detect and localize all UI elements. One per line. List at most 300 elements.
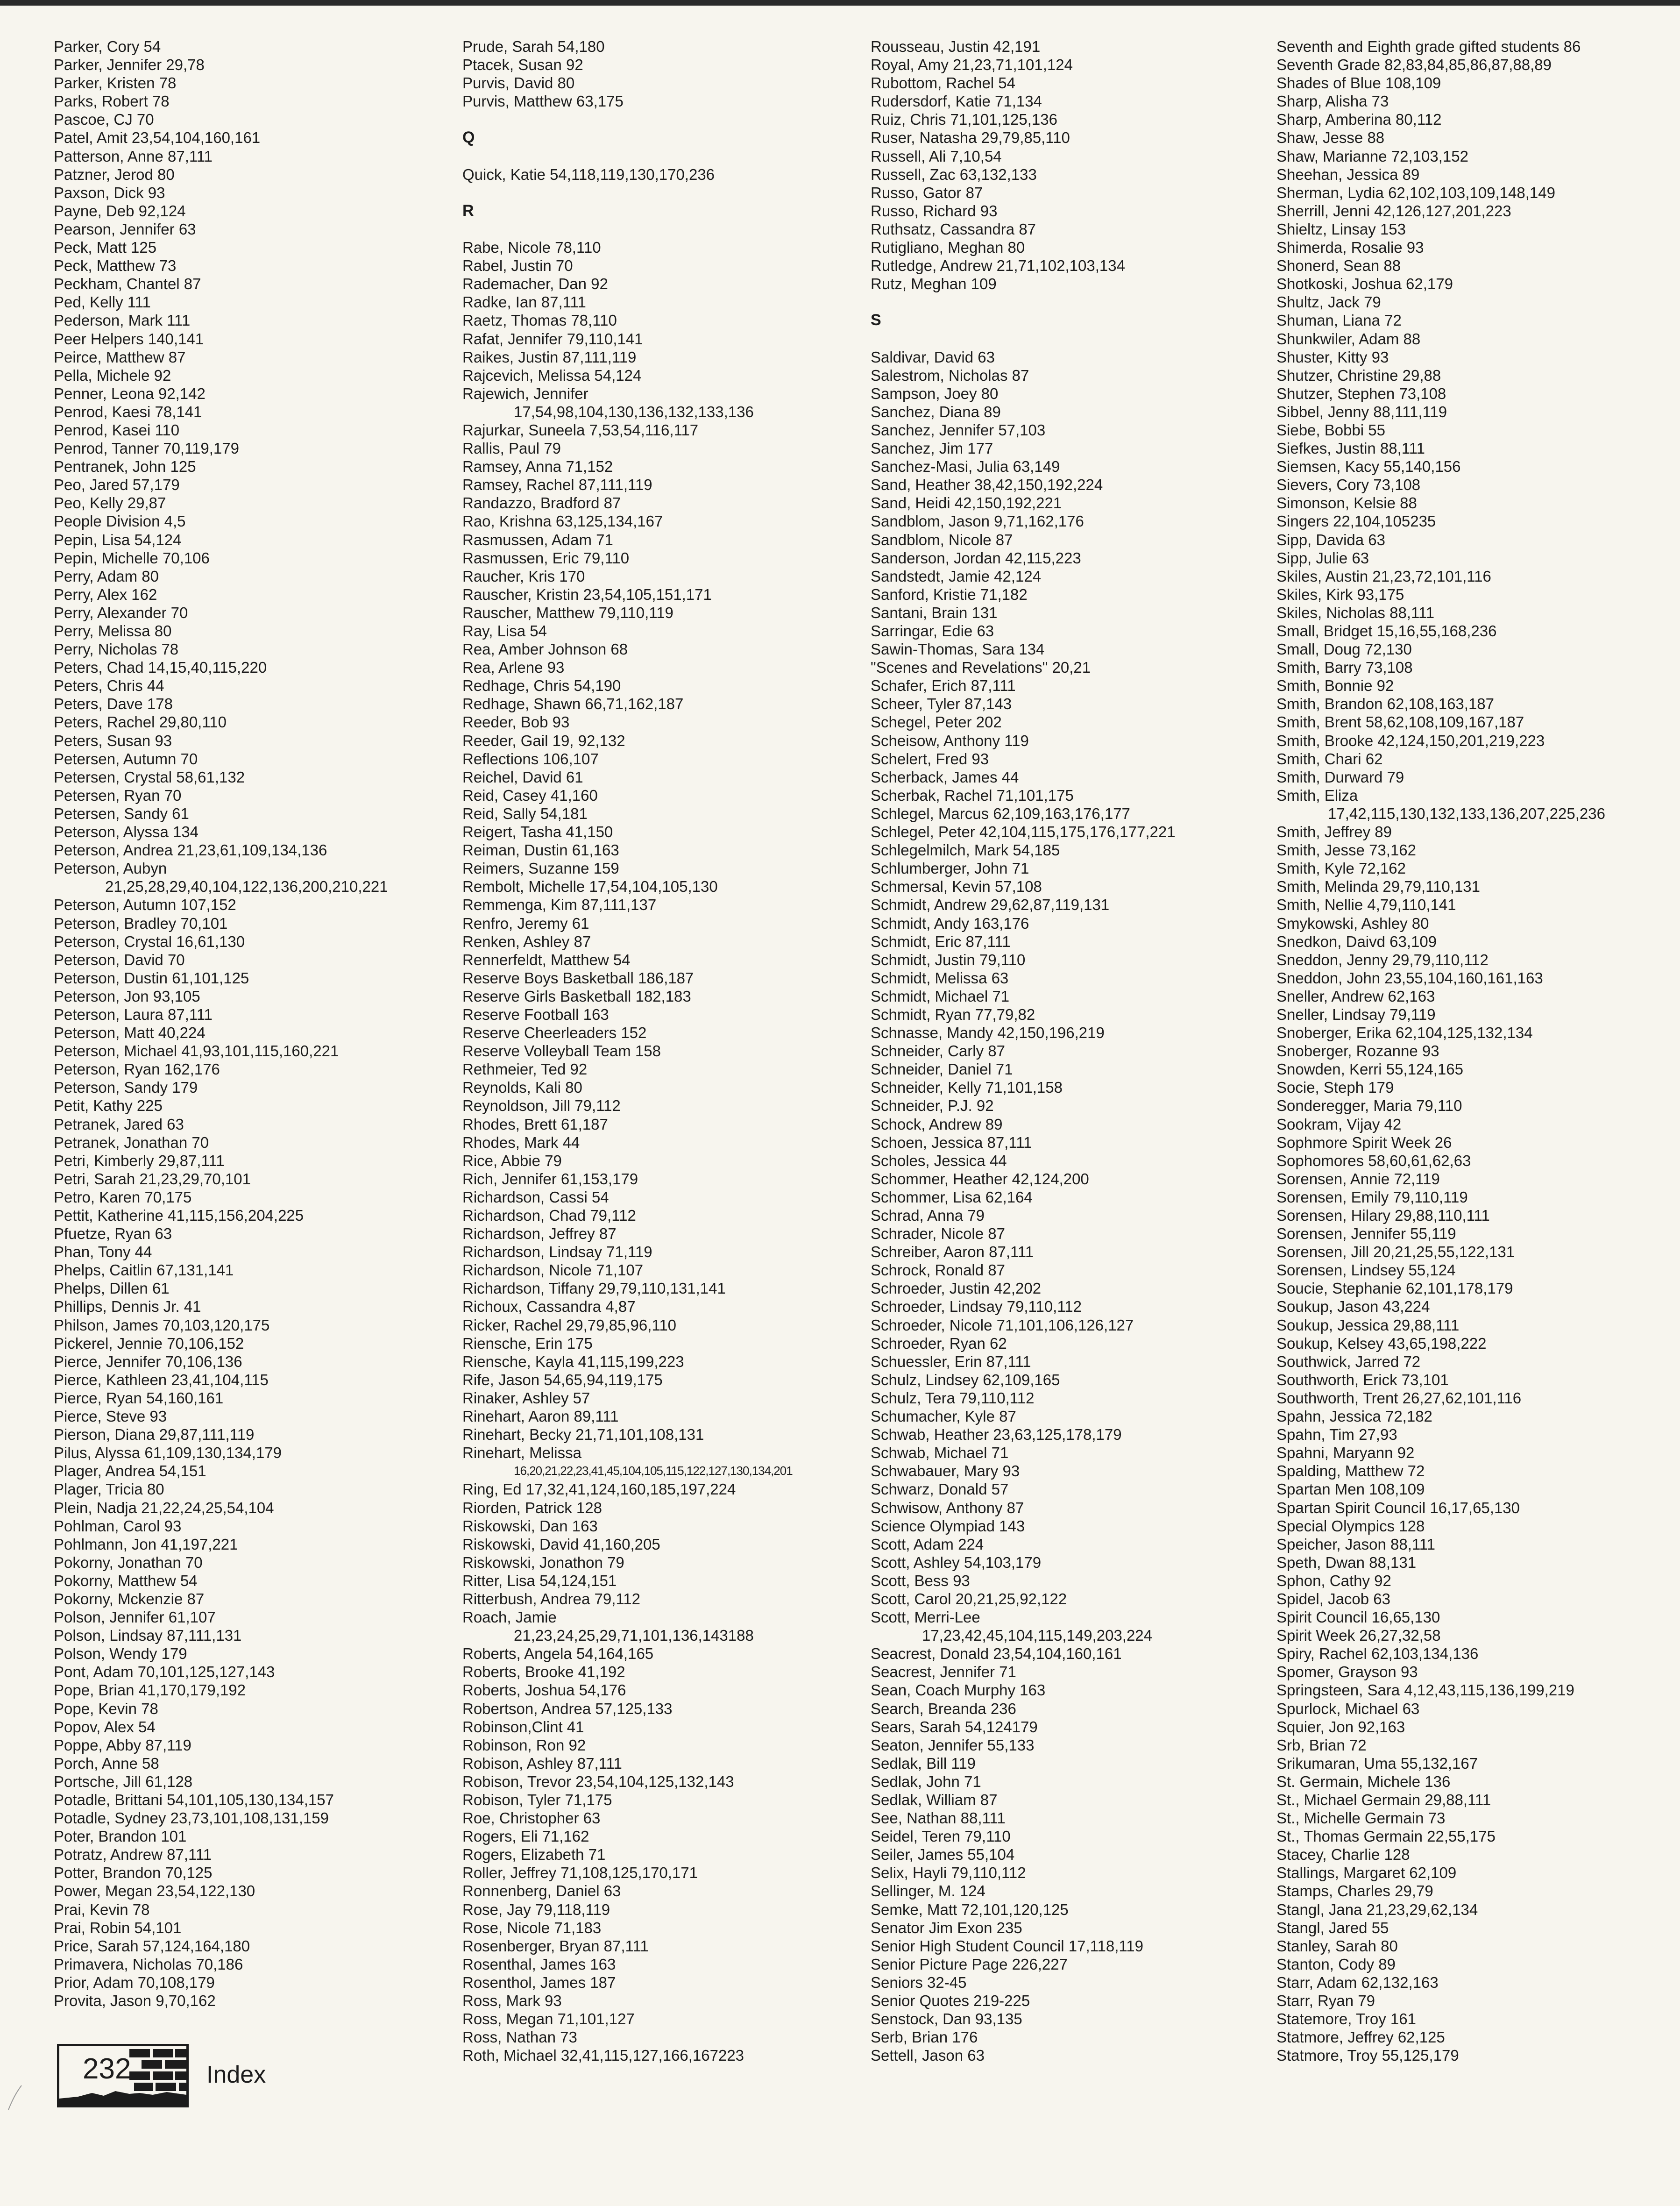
index-entry: Reserve Football 163 bbox=[462, 1005, 609, 1023]
index-entry: Schreiber, Aaron 87,111 bbox=[871, 1243, 1034, 1261]
index-entry-continuation: 21,23,24,25,29,71,101,136,143188 bbox=[514, 1627, 754, 1644]
index-entry: Randazzo, Bradford 87 bbox=[462, 494, 621, 512]
index-entry: Snoberger, Rozanne 93 bbox=[1276, 1042, 1439, 1060]
index-entry: Ramsey, Rachel 87,111,119 bbox=[462, 476, 652, 494]
index-entry: Serb, Brian 176 bbox=[871, 2028, 978, 2046]
index-entry: Primavera, Nicholas 70,186 bbox=[54, 1955, 243, 1973]
index-entry: Ring, Ed 17,32,41,124,160,185,197,224 bbox=[462, 1480, 736, 1498]
index-entry: Rutledge, Andrew 21,71,102,103,134 bbox=[871, 257, 1125, 275]
index-entry: Rauscher, Kristin 23,54,105,151,171 bbox=[462, 585, 712, 603]
index-entry: Spahni, Maryann 92 bbox=[1276, 1444, 1415, 1462]
index-entry: Ross, Mark 93 bbox=[462, 1992, 562, 2010]
index-entry: Starr, Adam 62,132,163 bbox=[1276, 1973, 1439, 1991]
index-entry: Saldivar, David 63 bbox=[871, 348, 995, 366]
index-entry: Porch, Anne 58 bbox=[54, 1754, 159, 1772]
index-entry: Schegel, Peter 202 bbox=[871, 713, 1002, 731]
index-entry: Potadle, Brittani 54,101,105,130,134,157 bbox=[54, 1791, 334, 1808]
index-entry: Perry, Adam 80 bbox=[54, 567, 159, 585]
index-entry: Remmenga, Kim 87,111,137 bbox=[462, 896, 657, 914]
index-entry: Srb, Brian 72 bbox=[1276, 1736, 1367, 1754]
index-entry: Sandblom, Jason 9,71,162,176 bbox=[871, 512, 1084, 530]
index-entry: Pokorny, Matthew 54 bbox=[54, 1572, 198, 1589]
index-entry: Schrad, Anna 79 bbox=[871, 1207, 985, 1224]
index-entry: Sedlak, Bill 119 bbox=[871, 1754, 976, 1772]
index-entry: St., Michael Germain 29,88,111 bbox=[1276, 1791, 1491, 1808]
index-entry: Redhage, Chris 54,190 bbox=[462, 677, 621, 695]
index-entry: Shimerda, Rosalie 93 bbox=[1276, 239, 1424, 256]
index-entry: Phan, Tony 44 bbox=[54, 1243, 152, 1261]
index-entry: Reynoldson, Jill 79,112 bbox=[462, 1097, 621, 1115]
index-entry: Snoberger, Erika 62,104,125,132,134 bbox=[1276, 1024, 1533, 1042]
index-entry: Reiman, Dustin 61,163 bbox=[462, 841, 619, 859]
index-entry: Poppe, Abby 87,119 bbox=[54, 1736, 191, 1754]
index-entry: Rosenthal, James 163 bbox=[462, 1955, 616, 1973]
index-entry: Reflections 106,107 bbox=[462, 750, 599, 768]
index-entry: Potadle, Sydney 23,73,101,108,131,159 bbox=[54, 1809, 329, 1827]
index-entry: Rallis, Paul 79 bbox=[462, 440, 561, 457]
index-entry: Parks, Robert 78 bbox=[54, 93, 170, 110]
index-entry-continuation: 16,20,21,22,23,41,45,104,105,115,122,127,130,134,201 bbox=[514, 1464, 793, 1478]
index-entry: Spurlock, Michael 63 bbox=[1276, 1700, 1420, 1717]
index-entry: Prai, Kevin 78 bbox=[54, 1900, 150, 1918]
index-entry: Peckham, Chantel 87 bbox=[54, 275, 201, 293]
index-entry: Seiler, James 55,104 bbox=[871, 1846, 1015, 1864]
index-entry: Peters, Susan 93 bbox=[54, 732, 172, 749]
index-entry: Phelps, Caitlin 67,131,141 bbox=[54, 1261, 234, 1279]
index-entry: Pohlman, Carol 93 bbox=[54, 1517, 182, 1535]
index-entry: Reid, Sally 54,181 bbox=[462, 804, 588, 822]
index-entry: Petersen, Sandy 61 bbox=[54, 804, 189, 822]
index-entry: Schommer, Lisa 62,164 bbox=[871, 1188, 1033, 1206]
index-entry: Power, Megan 23,54,122,130 bbox=[54, 1882, 255, 1900]
index-entry: Pohlmann, Jon 41,197,221 bbox=[54, 1535, 238, 1553]
index-entry: Salestrom, Nicholas 87 bbox=[871, 366, 1029, 384]
index-entry: Sneddon, John 23,55,104,160,161,163 bbox=[1276, 969, 1543, 987]
index-entry: Peterson, David 70 bbox=[54, 951, 185, 968]
section-label: Index bbox=[206, 2061, 266, 2088]
index-entry: Simonson, Kelsie 88 bbox=[1276, 494, 1417, 512]
index-entry: Reeder, Gail 19, 92,132 bbox=[462, 732, 625, 749]
index-entry: Sanchez-Masi, Julia 63,149 bbox=[871, 458, 1060, 476]
index-entry: Petersen, Crystal 58,61,132 bbox=[54, 768, 245, 786]
index-column-1 bbox=[54, 37, 437, 2010]
index-entry: Pierce, Jennifer 70,106,136 bbox=[54, 1352, 242, 1370]
index-entry: Seacrest, Jennifer 71 bbox=[871, 1663, 1016, 1681]
index-entry: Schlegelmilch, Mark 54,185 bbox=[871, 841, 1060, 859]
index-entry: Shunkwiler, Adam 88 bbox=[1276, 330, 1421, 348]
index-entry: Redhage, Shawn 66,71,162,187 bbox=[462, 695, 684, 713]
blank-line bbox=[462, 220, 845, 238]
index-entry: Schwarz, Donald 57 bbox=[871, 1480, 1009, 1498]
index-entry: Peterson, Matt 40,224 bbox=[54, 1024, 206, 1042]
index-entry: Scherbak, Rachel 71,101,175 bbox=[871, 786, 1074, 804]
index-entry: Schelert, Fred 93 bbox=[871, 750, 989, 768]
index-entry: St., Thomas Germain 22,55,175 bbox=[1276, 1828, 1496, 1845]
index-entry: Schuessler, Erin 87,111 bbox=[871, 1352, 1031, 1370]
index-entry: Schmersal, Kevin 57,108 bbox=[871, 878, 1042, 896]
index-entry: Seidel, Teren 79,110 bbox=[871, 1828, 1011, 1845]
index-entry: Perry, Nicholas 78 bbox=[54, 640, 179, 658]
index-entry: Pierce, Steve 93 bbox=[54, 1408, 167, 1425]
index-entry: Sneller, Lindsay 79,119 bbox=[1276, 1005, 1436, 1023]
index-entry: Peo, Jared 57,179 bbox=[54, 476, 180, 494]
index-entry: Senator Jim Exon 235 bbox=[871, 1919, 1022, 1936]
index-entry: Sorensen, Jill 20,21,25,55,122,131 bbox=[1276, 1243, 1515, 1261]
index-entry: Petersen, Autumn 70 bbox=[54, 750, 198, 768]
index-entry: Rhodes, Mark 44 bbox=[462, 1133, 580, 1151]
index-entry: Stangl, Jared 55 bbox=[1276, 1919, 1389, 1936]
index-entry: Smith, Eliza bbox=[1276, 786, 1358, 804]
index-entry: Riskowski, David 41,160,205 bbox=[462, 1535, 660, 1553]
index-entry: Roller, Jeffrey 71,108,125,170,171 bbox=[462, 1864, 698, 1882]
index-entry: Squier, Jon 92,163 bbox=[1276, 1718, 1405, 1736]
index-entry: Sears, Sarah 54,124179 bbox=[871, 1718, 1038, 1736]
index-entry: Reserve Boys Basketball 186,187 bbox=[462, 969, 694, 987]
index-column-3 bbox=[871, 37, 1254, 2064]
index-entry-continuation: 17,54,98,104,130,136,132,133,136 bbox=[514, 403, 754, 420]
index-entry: Scott, Merri-Lee bbox=[871, 1608, 980, 1626]
index-entry: Shuman, Liana 72 bbox=[1276, 312, 1402, 329]
index-entry: Polson, Jennifer 61,107 bbox=[54, 1608, 216, 1626]
index-entry: Popov, Alex 54 bbox=[54, 1718, 156, 1736]
index-entry: Smith, Chari 62 bbox=[1276, 750, 1383, 768]
index-entry: Singers 22,104,105235 bbox=[1276, 512, 1436, 530]
index-entry: Selix, Hayli 79,110,112 bbox=[871, 1864, 1026, 1882]
index-entry: Peer Helpers 140,141 bbox=[54, 330, 204, 348]
top-rule bbox=[0, 0, 1680, 6]
index-entry: Ptacek, Susan 92 bbox=[462, 56, 583, 74]
index-entry: Soukup, Jessica 29,88,111 bbox=[1276, 1316, 1460, 1334]
index-entry: Seventh and Eighth grade gifted students 86 bbox=[1276, 38, 1581, 55]
index-entry: Schneider, Daniel 71 bbox=[871, 1060, 1013, 1078]
index-entry: Smith, Nellie 4,79,110,141 bbox=[1276, 896, 1456, 914]
index-entry: Rinehart, Melissa bbox=[462, 1444, 581, 1462]
index-entry: Sedlak, John 71 bbox=[871, 1772, 981, 1790]
index-entry: Pepin, Lisa 54,124 bbox=[54, 531, 182, 548]
index-entry: Schwab, Heather 23,63,125,178,179 bbox=[871, 1426, 1122, 1444]
index-entry: Ritterbush, Andrea 79,112 bbox=[462, 1590, 640, 1608]
index-entry: Peterson, Dustin 61,101,125 bbox=[54, 969, 249, 987]
index-entry: Stanton, Cody 89 bbox=[1276, 1955, 1396, 1973]
index-entry: Siefkes, Justin 88,111 bbox=[1276, 440, 1425, 457]
index-entry: Small, Bridget 15,16,55,168,236 bbox=[1276, 622, 1497, 640]
index-entry: Rajcevich, Melissa 54,124 bbox=[462, 366, 642, 384]
index-entry: Rudersdorf, Katie 71,134 bbox=[871, 93, 1042, 110]
index-entry: Robinson,Clint 41 bbox=[462, 1718, 584, 1736]
index-entry: Phillips, Dennis Jr. 41 bbox=[54, 1298, 201, 1316]
index-entry: Ricker, Rachel 29,79,85,96,110 bbox=[462, 1316, 677, 1334]
index-entry: Sawin-Thomas, Sara 134 bbox=[871, 640, 1045, 658]
index-entry: Schmidt, Justin 79,110 bbox=[871, 951, 1026, 968]
index-entry: Sherman, Lydia 62,102,103,109,148,149 bbox=[1276, 184, 1555, 201]
index-entry: Shaw, Marianne 72,103,152 bbox=[1276, 147, 1468, 165]
index-entry: Reserve Volleyball Team 158 bbox=[462, 1042, 661, 1060]
index-entry: Plager, Tricia 80 bbox=[54, 1480, 164, 1498]
index-entry: Siemsen, Kacy 55,140,156 bbox=[1276, 458, 1461, 476]
margin-pencil-mark bbox=[6, 2084, 24, 2112]
index-entry: Schmidt, Andrew 29,62,87,119,131 bbox=[871, 896, 1110, 914]
index-entry: Pearson, Jennifer 63 bbox=[54, 220, 196, 238]
index-entry: Senior Quotes 219-225 bbox=[871, 1992, 1030, 2010]
index-entry: St. Germain, Michele 136 bbox=[1276, 1772, 1451, 1790]
index-entry: Smith, Durward 79 bbox=[1276, 768, 1404, 786]
index-entry: Shuster, Kitty 93 bbox=[1276, 348, 1389, 366]
index-entry: Stallings, Margaret 62,109 bbox=[1276, 1864, 1457, 1882]
index-entry: Srikumaran, Uma 55,132,167 bbox=[1276, 1754, 1478, 1772]
index-entry: Shultz, Jack 79 bbox=[1276, 293, 1381, 311]
index-entry: Reimers, Suzanne 159 bbox=[462, 860, 619, 877]
index-entry: Settell, Jason 63 bbox=[871, 2047, 985, 2064]
index-entry: Skiles, Austin 21,23,72,101,116 bbox=[1276, 567, 1491, 585]
index-entry: Patterson, Anne 87,111 bbox=[54, 147, 213, 165]
index-entry: Senior High Student Council 17,118,119 bbox=[871, 1937, 1144, 1955]
index-entry: Pope, Kevin 78 bbox=[54, 1700, 158, 1717]
index-entry: Spartan Men 108,109 bbox=[1276, 1480, 1425, 1498]
index-entry: Parker, Cory 54 bbox=[54, 38, 161, 55]
index-entry: Sherrill, Jenni 42,126,127,201,223 bbox=[1276, 202, 1511, 220]
index-entry: Robertson, Andrea 57,125,133 bbox=[462, 1700, 673, 1717]
index-entry: Rabe, Nicole 78,110 bbox=[462, 239, 601, 256]
index-entry: Richoux, Cassandra 4,87 bbox=[462, 1298, 636, 1316]
index-entry: Paxson, Dick 93 bbox=[54, 184, 165, 201]
index-entry: Skiles, Kirk 93,175 bbox=[1276, 585, 1404, 603]
index-entry: Pierce, Kathleen 23,41,104,115 bbox=[54, 1371, 269, 1388]
index-entry: Schulz, Tera 79,110,112 bbox=[871, 1389, 1035, 1407]
index-entry: Scheer, Tyler 87,143 bbox=[871, 695, 1012, 713]
index-entry: Petit, Kathy 225 bbox=[54, 1097, 163, 1115]
index-column-2 bbox=[462, 37, 845, 2064]
index-entry: Patel, Amit 23,54,104,160,161 bbox=[54, 129, 261, 147]
index-entry: Shutzer, Stephen 73,108 bbox=[1276, 384, 1446, 402]
index-entry: Peterson, Andrea 21,23,61,109,134,136 bbox=[54, 841, 327, 859]
index-entry: Perry, Alexander 70 bbox=[54, 604, 188, 621]
index-entry: Spahn, Tim 27,93 bbox=[1276, 1426, 1397, 1444]
index-entry: Sedlak, William 87 bbox=[871, 1791, 998, 1808]
index-entry: Pederson, Mark 111 bbox=[54, 312, 191, 329]
index-entry: Sneddon, Jenny 29,79,110,112 bbox=[1276, 951, 1489, 968]
index-entry: Phelps, Dillen 61 bbox=[54, 1280, 170, 1297]
index-entry: Schmidt, Michael 71 bbox=[871, 987, 1010, 1005]
index-entry: Rasmussen, Eric 79,110 bbox=[462, 549, 630, 567]
index-entry: Shotkoski, Joshua 62,179 bbox=[1276, 275, 1453, 293]
index-entry: Roth, Michael 32,41,115,127,166,167223 bbox=[462, 2047, 744, 2064]
index-entry: Schommer, Heather 42,124,200 bbox=[871, 1170, 1089, 1188]
index-entry: Plager, Andrea 54,151 bbox=[54, 1462, 206, 1480]
index-entry: Scheisow, Anthony 119 bbox=[871, 732, 1029, 749]
index-entry: Search, Breanda 236 bbox=[871, 1700, 1016, 1717]
index-entry: Socie, Steph 179 bbox=[1276, 1079, 1394, 1096]
index-entry: Seniors 32-45 bbox=[871, 1973, 967, 1991]
index-entry: Sandstedt, Jamie 42,124 bbox=[871, 567, 1042, 585]
index-entry: Pokorny, Jonathan 70 bbox=[54, 1553, 203, 1571]
index-entry: Shades of Blue 108,109 bbox=[1276, 74, 1441, 92]
index-entry-continuation: 17,23,42,45,104,115,149,203,224 bbox=[922, 1627, 1153, 1644]
index-entry: Stanley, Sarah 80 bbox=[1276, 1937, 1398, 1955]
index-entry: Sibbel, Jenny 88,111,119 bbox=[1276, 403, 1447, 420]
index-entry: Speicher, Jason 88,111 bbox=[1276, 1535, 1436, 1553]
index-entry: Smith, Melinda 29,79,110,131 bbox=[1276, 878, 1481, 896]
page-footer bbox=[57, 2044, 384, 2109]
index-entry: Scholes, Jessica 44 bbox=[871, 1152, 1007, 1169]
index-entry: Peterson, Laura 87,111 bbox=[54, 1005, 213, 1023]
index-entry: St., Michelle Germain 73 bbox=[1276, 1809, 1446, 1827]
index-entry: Schrock, Ronald 87 bbox=[871, 1261, 1005, 1279]
blank-line bbox=[462, 184, 845, 202]
blank-line bbox=[871, 293, 1254, 311]
index-entry: Spidel, Jacob 63 bbox=[1276, 1590, 1391, 1608]
index-entry: Reserve Girls Basketball 182,183 bbox=[462, 987, 691, 1005]
index-entry: Penrod, Tanner 70,119,179 bbox=[54, 440, 239, 457]
index-entry: Perry, Alex 162 bbox=[54, 585, 157, 603]
index-entry: Sorensen, Jennifer 55,119 bbox=[1276, 1225, 1456, 1243]
index-entry: Sanderson, Jordan 42,115,223 bbox=[871, 549, 1081, 567]
index-entry: Schroeder, Nicole 71,101,106,126,127 bbox=[871, 1316, 1134, 1334]
index-entry: Smykowski, Ashley 80 bbox=[1276, 914, 1429, 932]
index-entry: Richardson, Nicole 71,107 bbox=[462, 1261, 644, 1279]
index-entry: Schafer, Erich 87,111 bbox=[871, 677, 1016, 695]
index-entry: Sookram, Vijay 42 bbox=[1276, 1115, 1402, 1133]
index-entry: Southworth, Erick 73,101 bbox=[1276, 1371, 1449, 1388]
index-entry: Sheehan, Jessica 89 bbox=[1276, 165, 1420, 183]
index-entry: Plein, Nadja 21,22,24,25,54,104 bbox=[54, 1499, 274, 1516]
index-entry: Schrader, Nicole 87 bbox=[871, 1225, 1005, 1243]
index-entry: Rose, Nicole 71,183 bbox=[462, 1919, 602, 1936]
index-entry: Smith, Jeffrey 89 bbox=[1276, 823, 1392, 841]
index-entry: Shieltz, Linsay 153 bbox=[1276, 220, 1406, 238]
section-letter-heading: Q bbox=[462, 128, 475, 147]
index-entry: Roach, Jamie bbox=[462, 1608, 557, 1626]
index-entry: Russell, Ali 7,10,54 bbox=[871, 147, 1002, 165]
index-entry: Rubottom, Rachel 54 bbox=[871, 74, 1016, 92]
index-entry: Roberts, Joshua 54,176 bbox=[462, 1681, 626, 1699]
section-letter-heading: R bbox=[462, 201, 474, 220]
index-entry: Southworth, Trent 26,27,62,101,116 bbox=[1276, 1389, 1522, 1407]
index-entry: Schulz, Lindsey 62,109,165 bbox=[871, 1371, 1060, 1388]
index-entry: Springsteen, Sara 4,12,43,115,136,199,219 bbox=[1276, 1681, 1574, 1699]
index-entry: Rousseau, Justin 42,191 bbox=[871, 38, 1041, 55]
index-entry: Rea, Amber Johnson 68 bbox=[462, 640, 628, 658]
index-entry: Snowden, Kerri 55,124,165 bbox=[1276, 1060, 1463, 1078]
index-entry: Petranek, Jonathan 70 bbox=[54, 1133, 209, 1151]
index-entry: Richardson, Tiffany 29,79,110,131,141 bbox=[462, 1280, 726, 1297]
index-entry: Sorensen, Hilary 29,88,110,111 bbox=[1276, 1207, 1490, 1224]
index-entry: Sellinger, M. 124 bbox=[871, 1882, 985, 1900]
index-entry: Riskowski, Jonathon 79 bbox=[462, 1553, 624, 1571]
index-entry: Sand, Heather 38,42,150,192,224 bbox=[871, 476, 1103, 494]
index-entry: Peterson, Ryan 162,176 bbox=[54, 1060, 220, 1078]
index-entry: Spalding, Matthew 72 bbox=[1276, 1462, 1425, 1480]
index-entry: Purvis, Matthew 63,175 bbox=[462, 93, 624, 110]
index-entry: Rabel, Justin 70 bbox=[462, 257, 573, 275]
index-entry: Science Olympiad 143 bbox=[871, 1517, 1025, 1535]
index-entry: Schneider, P.J. 92 bbox=[871, 1097, 994, 1115]
index-entry: People Division 4,5 bbox=[54, 512, 186, 530]
index-entry: Schwabauer, Mary 93 bbox=[871, 1462, 1020, 1480]
index-entry: Sharp, Alisha 73 bbox=[1276, 93, 1389, 110]
index-entry: Potter, Brandon 70,125 bbox=[54, 1864, 213, 1882]
index-entry: Pilus, Alyssa 61,109,130,134,179 bbox=[54, 1444, 282, 1462]
index-entry: Spiry, Rachel 62,103,134,136 bbox=[1276, 1645, 1479, 1663]
index-entry: Skiles, Nicholas 88,111 bbox=[1276, 604, 1435, 621]
index-entry: Rao, Krishna 63,125,134,167 bbox=[462, 512, 663, 530]
index-entry: Russell, Zac 63,132,133 bbox=[871, 165, 1037, 183]
index-entry: Perry, Melissa 80 bbox=[54, 622, 172, 640]
index-entry: Peters, Dave 178 bbox=[54, 695, 173, 713]
index-entry: Smith, Brandon 62,108,163,187 bbox=[1276, 695, 1495, 713]
index-entry: Ped, Kelly 111 bbox=[54, 293, 151, 311]
index-entry: Reeder, Bob 93 bbox=[462, 713, 570, 731]
index-entry: Sphon, Cathy 92 bbox=[1276, 1572, 1391, 1589]
blank-line bbox=[462, 147, 845, 165]
index-entry: Scherback, James 44 bbox=[871, 768, 1019, 786]
index-entry: Peterson, Sandy 179 bbox=[54, 1079, 198, 1096]
index-entry: Schmidt, Melissa 63 bbox=[871, 969, 1009, 987]
index-entry: Rogers, Eli 71,162 bbox=[462, 1828, 589, 1845]
index-entry: Raucher, Kris 170 bbox=[462, 567, 585, 585]
index-entry: Schoen, Jessica 87,111 bbox=[871, 1133, 1032, 1151]
index-column-4 bbox=[1276, 37, 1659, 2064]
index-entry: Peters, Chad 14,15,40,115,220 bbox=[54, 659, 267, 676]
index-entry: Petri, Sarah 21,23,29,70,101 bbox=[54, 1170, 251, 1188]
index-entry: Raetz, Thomas 78,110 bbox=[462, 312, 617, 329]
index-entry: Soucie, Stephanie 62,101,178,179 bbox=[1276, 1280, 1513, 1297]
index-entry: Peters, Chris 44 bbox=[54, 677, 164, 695]
index-entry: Petersen, Ryan 70 bbox=[54, 786, 182, 804]
index-entry: Sorensen, Emily 79,110,119 bbox=[1276, 1188, 1468, 1206]
index-entry: Semke, Matt 72,101,120,125 bbox=[871, 1900, 1069, 1918]
index-entry: Sophmore Spirit Week 26 bbox=[1276, 1133, 1452, 1151]
index-entry: Shonerd, Sean 88 bbox=[1276, 257, 1401, 275]
index-entry: Ruser, Natasha 29,79,85,110 bbox=[871, 129, 1070, 147]
page-number: 232 bbox=[83, 2053, 131, 2085]
index-entry: Pepin, Michelle 70,106 bbox=[54, 549, 210, 567]
index-entry: Ray, Lisa 54 bbox=[462, 622, 547, 640]
index-entry-continuation: 17,42,115,130,132,133,136,207,225,236 bbox=[1328, 804, 1605, 822]
index-entry: Schroeder, Lindsay 79,110,112 bbox=[871, 1298, 1082, 1316]
index-entry: Schneider, Kelly 71,101,158 bbox=[871, 1079, 1063, 1096]
index-entry: Renfro, Jeremy 61 bbox=[462, 914, 589, 932]
index-entry: Schmidt, Eric 87,111 bbox=[871, 932, 1011, 950]
index-entry: Potratz, Andrew 87,111 bbox=[54, 1846, 212, 1864]
index-entry: Peterson, Jon 93,105 bbox=[54, 987, 200, 1005]
index-entry: Penner, Leona 92,142 bbox=[54, 384, 206, 402]
index-entry: Siebe, Bobbi 55 bbox=[1276, 421, 1386, 439]
index-entry: Pierce, Ryan 54,160,161 bbox=[54, 1389, 224, 1407]
index-entry: Rajewich, Jennifer bbox=[462, 384, 588, 402]
index-entry: Smith, Bonnie 92 bbox=[1276, 677, 1394, 695]
index-entry: Sievers, Cory 73,108 bbox=[1276, 476, 1421, 494]
index-entry: Richardson, Lindsay 71,119 bbox=[462, 1243, 652, 1261]
index-entry: Polson, Wendy 179 bbox=[54, 1645, 187, 1663]
index-entry: Purvis, David 80 bbox=[462, 74, 575, 92]
index-entry: See, Nathan 88,111 bbox=[871, 1809, 1006, 1827]
index-entry: Schwisow, Anthony 87 bbox=[871, 1499, 1024, 1516]
index-entry: Peirce, Matthew 87 bbox=[54, 348, 186, 366]
index-entry: Robison, Ashley 87,111 bbox=[462, 1754, 622, 1772]
index-entry: Rasmussen, Adam 71 bbox=[462, 531, 613, 548]
index-entry: Sanchez, Jim 177 bbox=[871, 440, 993, 457]
index-entry: Rose, Jay 79,118,119 bbox=[462, 1900, 610, 1918]
index-entry: Schmidt, Ryan 77,79,82 bbox=[871, 1005, 1035, 1023]
index-entry: Pfuetze, Ryan 63 bbox=[54, 1225, 172, 1243]
index-entry: Shutzer, Christine 29,88 bbox=[1276, 366, 1441, 384]
index-entry: Schlegel, Marcus 62,109,163,176,177 bbox=[871, 804, 1130, 822]
index-entry: Peterson, Crystal 16,61,130 bbox=[54, 932, 245, 950]
index-entry: Richardson, Jeffrey 87 bbox=[462, 1225, 617, 1243]
index-entry: Schroeder, Justin 42,202 bbox=[871, 1280, 1042, 1297]
index-entry: Soukup, Kelsey 43,65,198,222 bbox=[1276, 1334, 1487, 1352]
index-entry: Sneller, Andrew 62,163 bbox=[1276, 987, 1435, 1005]
